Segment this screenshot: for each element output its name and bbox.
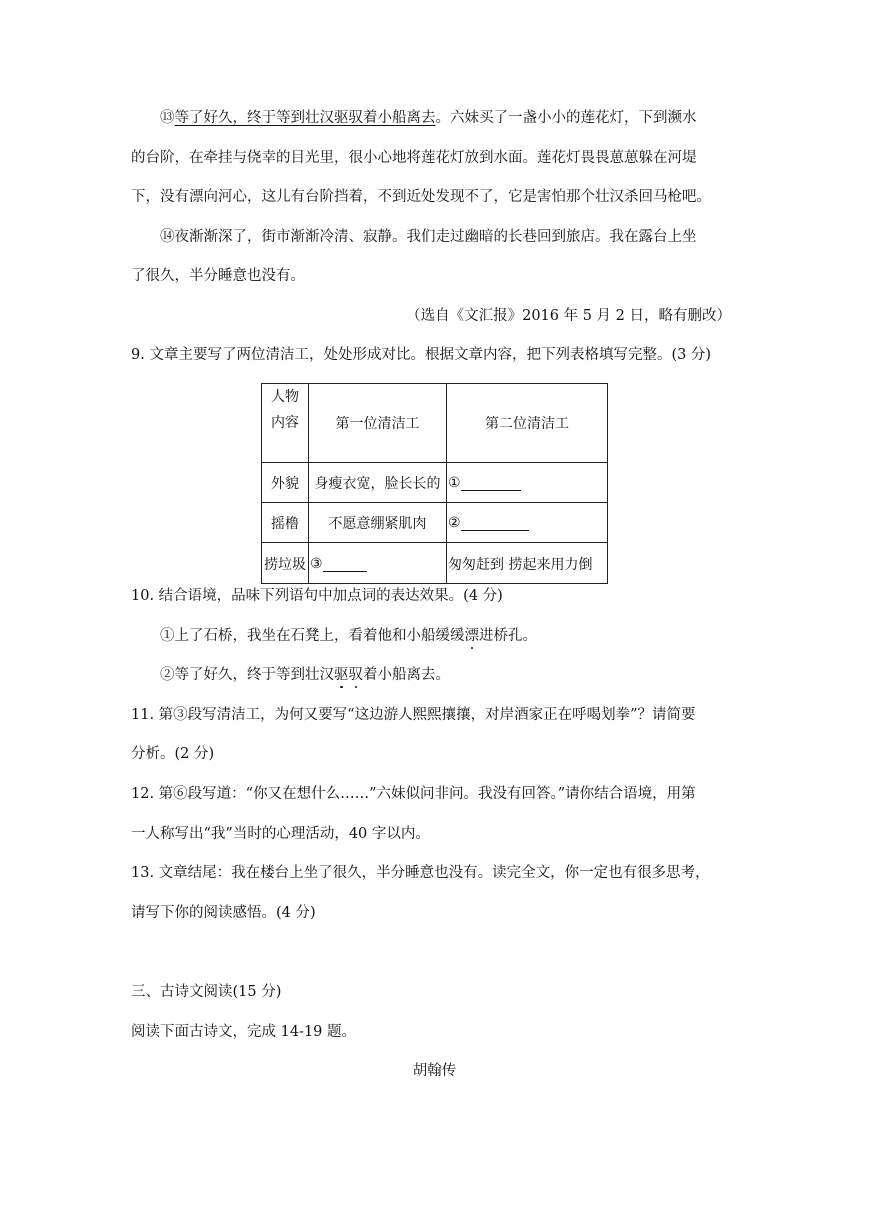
classical-text-title: 胡翰传 <box>412 1063 457 1079</box>
question-10-sentence-2 <box>160 663 450 684</box>
paragraph-13-line-3: 下，没有漂向河心，这儿有台阶挡着，不到近处发现不了，它是害怕那个壮汉杀回马枪吧。 <box>131 189 711 205</box>
corner-top-label: 人物 <box>271 389 299 405</box>
sentence-text: 进桥孔。 <box>479 628 537 644</box>
question-12-line-1: 12. 第⑥段写道：“你又在想什么……”六妹似问非问。我没有回答。”请你结合语境，用第 <box>131 786 696 802</box>
table-header-row <box>262 384 608 463</box>
row-label: 外貌 <box>262 463 309 503</box>
source-citation: （选自《文汇报》2016 年 5 月 2 日，略有删改） <box>406 308 731 324</box>
column-header-first: 第一位清洁工 <box>309 384 447 463</box>
question-10-sentence-1 <box>160 624 537 645</box>
paragraph-13-line-2: 的台阶，在牵挂与侥幸的目光里，很小心地将莲花灯放到水面。莲花灯畏畏葸葸躲在河堤 <box>131 150 697 166</box>
paragraph-13-line-1 <box>160 106 697 127</box>
table-row <box>262 543 608 584</box>
table-corner-cell <box>262 384 309 463</box>
blank-marker: ① <box>448 474 461 491</box>
answer-blank <box>323 557 367 572</box>
row-label: 捞垃圾 <box>262 543 309 584</box>
row-label: 摇橹 <box>262 503 309 543</box>
question-10: 10. 结合语境，品味下列语句中加点词的表达效果。(4 分) <box>131 588 503 604</box>
cell-second <box>447 503 608 543</box>
question-11-line-2: 分析。(2 分) <box>131 746 215 762</box>
paragraph-marker: ⑬ <box>160 110 175 126</box>
question-13-line-2: 请写下你的阅读感悟。(4 分) <box>131 905 316 921</box>
sentence-text: 着小船离去。 <box>363 667 450 683</box>
comparison-table <box>261 383 608 584</box>
question-11-line-1: 11. 第③段写清洁工，为何又要写“这边游人熙熙攘攘，对岸酒家正在呼喝划拳”？请简要 <box>131 707 696 723</box>
question-12-line-2: 一人称写出“我”当时的心理活动，40 字以内。 <box>131 826 430 842</box>
underlined-sentence: 等了好久，终于等到壮汉驱驭着小船离去 <box>174 110 436 126</box>
section-heading: 三、古诗文阅读(15 分) <box>131 984 282 1000</box>
paragraph-14-line-1: ⑭夜渐渐深了，街市渐渐冷清、寂静。我们走过幽暗的长巷回到旅店。我在露台上坐 <box>160 229 697 245</box>
paragraph-text: 。六妹买了一盏小小的莲花灯，下到濒水 <box>435 110 697 126</box>
blank-marker: ② <box>448 514 461 531</box>
sentence-text: ②等了好久，终于等到壮汉 <box>160 667 334 683</box>
dotted-word: 驱 <box>334 663 349 684</box>
section-instruction: 阅读下面古诗文，完成 14-19 题。 <box>131 1024 357 1040</box>
dotted-word: 驭 <box>349 663 364 684</box>
question-13-line-1: 13. 文章结尾：我在楼台上坐了很久，半分睡意也没有。读完全文，你一定也有很多思考， <box>131 865 710 881</box>
sentence-text: ①上了石桥，我坐在石凳上，看着他和小船缓缓 <box>160 628 465 644</box>
cell-first: 不愿意绷紧肌肉 <box>309 503 447 543</box>
table-row <box>262 503 608 543</box>
cell-first <box>309 543 447 584</box>
table-row <box>262 463 608 503</box>
dotted-word: 漂 <box>465 624 480 645</box>
cell-second <box>447 463 608 503</box>
corner-bottom-label: 内容 <box>271 415 299 431</box>
blank-marker: ③ <box>310 556 323 572</box>
cell-second: 匆匆赶到 捞起来用力倒 <box>447 543 608 584</box>
cell-first: 身瘦衣宽，脸长长的 <box>309 463 447 503</box>
column-header-second: 第二位清洁工 <box>447 384 608 463</box>
answer-blank <box>461 476 521 491</box>
answer-blank <box>461 516 529 531</box>
paragraph-14-line-2: 了很久，半分睡意也没有。 <box>131 268 305 284</box>
question-9: 9. 文章主要写了两位清洁工，处处形成对比。根据文章内容，把下列表格填写完整。(3 分) <box>131 347 712 363</box>
